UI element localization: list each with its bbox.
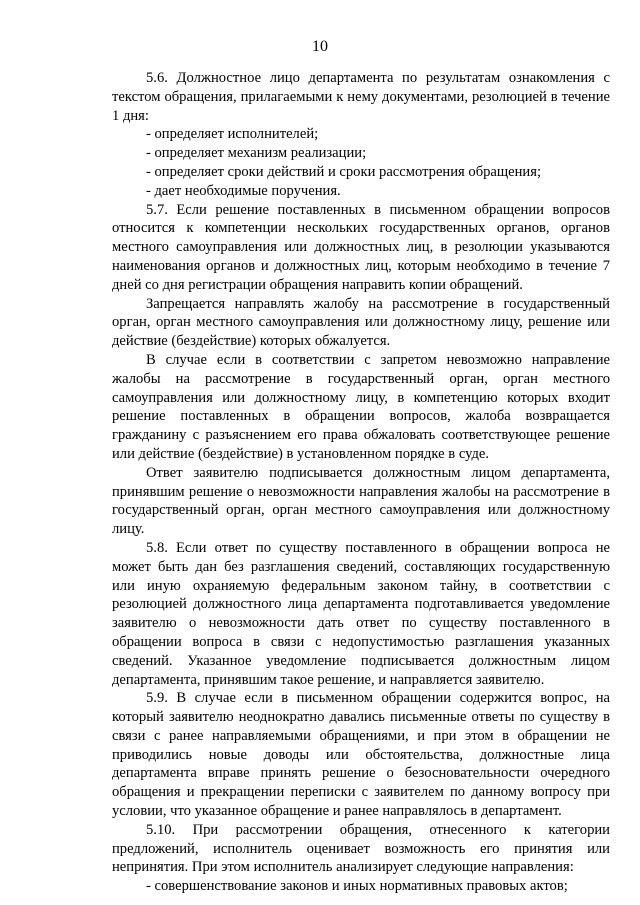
paragraph-5-10: 5.10. При рассмотрении обращения, отнесенного к категории предложений, исполнитель оценивает возможность его принятия или непринятия. При этом исполнитель анализирует следующие направления: <box>112 821 610 876</box>
page-number: 10 <box>312 38 328 55</box>
list-item: - определяет механизм реализации; <box>146 145 367 162</box>
paragraph: Запрещается направлять жалобу на рассмотрение в государственный орган, орган местного самоуправления или должностному лицу, решение или действие (бездействие) которых обжалуется. <box>112 295 610 350</box>
list-item: - определяет сроки действий и сроки рассмотрения обращения; <box>146 163 542 180</box>
paragraph: В случае если в соответствии с запретом невозможно направление жалобы на рассмотрение в государственный орган, орган местного самоуправления или должностному лицу, в компетенцию которых входит решение поставленных в обращении вопросов, жалоба возвращается гражданину с разъяснением его права обжаловать соответствующее решение или действие (бездействие) в установленном порядке в суде. <box>112 351 610 462</box>
paragraph: Ответ заявителю подписывается должностным лицом департамента, принявшим решение о невозможности направления жалобы на рассмотрение в государственный орган, орган местного самоуправления или должностному лицу. <box>112 464 610 538</box>
list-item: - совершенствование законов и иных нормативных правовых актов; <box>146 878 568 895</box>
paragraph-5-6: 5.6. Должностное лицо департамента по результатам ознакомления с текстом обращения, прилагаемыми к нему документами, резолюцией в течение 1 дня: <box>112 70 610 124</box>
document-body <box>112 69 610 896</box>
list-item: - определяет исполнителей; <box>146 126 319 143</box>
list-item: - дает необходимые поручения. <box>146 182 341 199</box>
paragraph-5-7: 5.7. Если решение поставленных в письменном обращении вопросов относится к компетенции нескольких государственных органов, органов местного самоуправления или должностных лиц, в резолюции указываются наименования органов и должностных лиц, которым необходимо в течение 7 дней со дня регистрации обращения направить копии обращений. <box>112 201 610 293</box>
paragraph-5-8: 5.8. Если ответ по существу поставленного в обращении вопроса не может быть дан без разглашения сведений, составляющих государственную или иную охраняемую федеральным законом тайну, в соответствии с резолюцией должностного лица департамента подготавливается уведомление заявителю о невозможности дать ответ по существу поставленного в обращении вопроса в связи с недопустимостью разглашения указанных сведений. Указанное уведомление подписывается должностным лицом департамента, принявшим такое решение, и направляется заявителю. <box>112 539 610 688</box>
paragraph-5-9: 5.9. В случае если в письменном обращении содержится вопрос, на который заявителю неоднократно давались письменные ответы по существу в связи с ранее направляемыми обращениями, и при этом в обращении не приводились новые доводы или обстоятельства, должностные лица департамента вправе принять решение о безосновательности очередного обращения и прекращении переписки с заявителем по данному вопросу при условии, что указанное обращение и ранее направлялось в департамент. <box>112 690 610 820</box>
